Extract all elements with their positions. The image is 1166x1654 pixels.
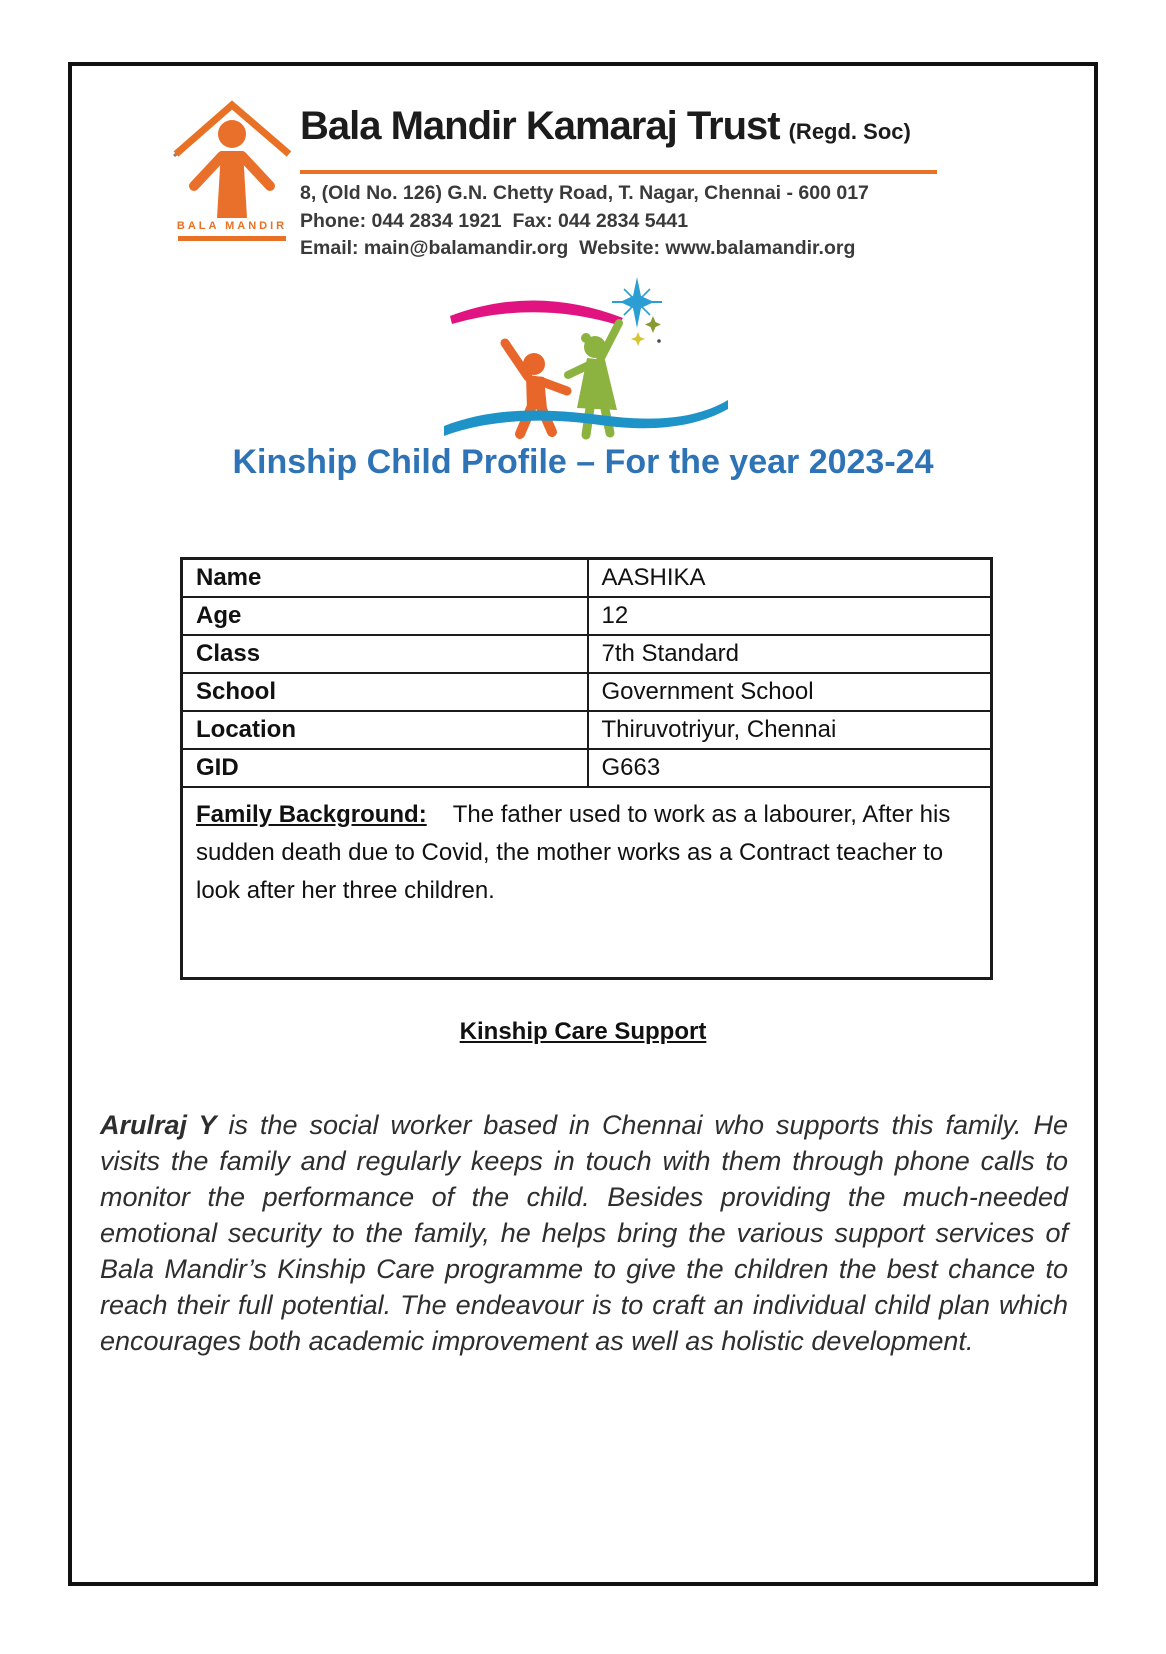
table-row [182, 559, 992, 597]
org-phone-fax: Phone: 044 2834 1921 Fax: 044 2834 5441 [300, 210, 689, 232]
org-name-text: Bala Mandir Kamaraj Trust [300, 104, 780, 148]
table-row [182, 673, 992, 711]
small-yellow-star-icon [631, 332, 645, 346]
page-title: Kinship Child Profile – For the year 2023-24 [232, 443, 934, 481]
row-label: School [182, 673, 588, 711]
org-address: 8, (Old No. 126) G.N. Chetty Road, T. Nagar, Chennai - 600 017 [300, 182, 869, 204]
logo-underline [178, 236, 286, 241]
row-label: Location [182, 711, 588, 749]
row-value: 7th Standard [588, 635, 992, 673]
row-label: GID [182, 749, 588, 787]
child-profile-table [180, 557, 993, 980]
family-background-cell [182, 787, 992, 979]
sparkle-dot [657, 339, 661, 343]
house-person-icon [170, 94, 294, 220]
table-row [182, 749, 992, 787]
table-row [182, 635, 992, 673]
row-value: Government School [588, 673, 992, 711]
family-background-row [182, 787, 992, 979]
row-label: Class [182, 635, 588, 673]
org-email-web: Email: main@balamandir.org Website: www.balamandir.org [300, 237, 856, 259]
support-heading-text: Kinship Care Support [459, 1018, 707, 1045]
row-value: 12 [588, 597, 992, 635]
small-green-star-icon [645, 316, 661, 333]
pink-swoosh [450, 300, 623, 325]
row-value: AASHIKA [588, 559, 992, 597]
family-background-text: The father used to work as a labourer, After his sudden death due to Covid, the mother works as a Contract teacher to look after her three children. [196, 800, 951, 904]
support-heading [68, 1018, 1098, 1046]
header-divider [300, 170, 937, 174]
row-value: Thiruvotriyur, Chennai [588, 711, 992, 749]
org-suffix: (Regd. Soc) [788, 119, 911, 144]
row-value: G663 [588, 749, 992, 787]
social-worker-name: Arulraj Y [100, 1110, 217, 1140]
table-row [182, 597, 992, 635]
logo-caption: BALA MANDIR [176, 220, 288, 232]
row-label: Age [182, 597, 588, 635]
row-label: Name [182, 559, 588, 597]
table-row [182, 711, 992, 749]
support-paragraph-text: is the social worker based in Chennai who supports this family. He visits the family and regularly keeps in touch with them through phone calls to monitor the performance of the child. Besides providing the much-needed emotional security to the family, he helps bring the various support services of Bala Mandir’s Kinship Care programme to give the children the best chance to reach their full potential. The endeavour is to craft an individual child plan which encourages both academic improvement as well as holistic development. [100, 1110, 1068, 1356]
bala-mandir-logo [170, 94, 294, 250]
org-name [300, 104, 911, 149]
family-background-label: Family Background: [196, 800, 427, 828]
support-paragraph [100, 1107, 1068, 1359]
children-stars-logo [440, 276, 732, 442]
